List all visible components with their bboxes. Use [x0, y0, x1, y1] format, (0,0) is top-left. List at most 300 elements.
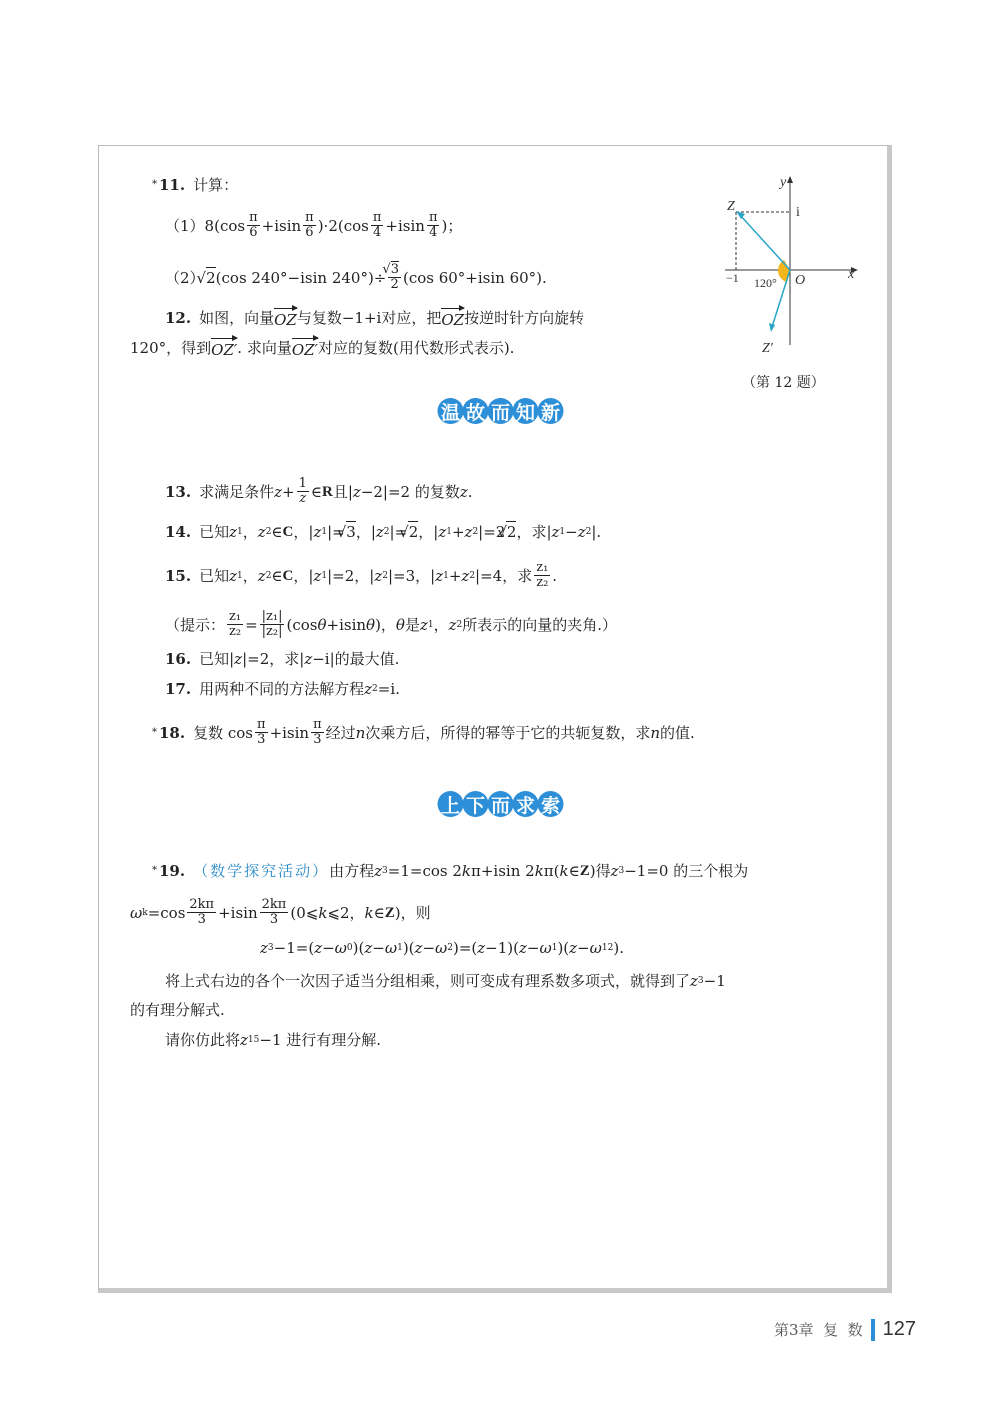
math-variable: z	[314, 939, 323, 957]
text: ，	[242, 522, 258, 541]
numerator	[227, 610, 243, 625]
text: +	[451, 522, 465, 541]
math-variable: z	[229, 566, 238, 585]
square-root: √ 3	[346, 521, 356, 542]
text: （2）	[165, 268, 205, 287]
math-variable: z	[364, 939, 373, 957]
text: +	[448, 566, 462, 585]
text: 复数 cos	[193, 723, 254, 742]
text: (0⩽	[290, 903, 319, 922]
problem-number: 13.	[165, 482, 192, 501]
vector-OZprime-arrow-icon	[769, 323, 775, 332]
text: −	[565, 522, 578, 541]
text: 6	[249, 225, 258, 240]
banner-char: 温	[438, 398, 464, 424]
banner-char: 上	[438, 791, 464, 817]
vector-OZ	[740, 215, 790, 270]
page-footer	[774, 1318, 916, 1341]
text: −i|的最大值.	[312, 650, 400, 668]
math-variable: z	[577, 522, 586, 541]
problem-number: 11.	[159, 176, 186, 194]
text: 120°，得到	[130, 339, 212, 357]
text: )(	[402, 939, 415, 957]
denominator	[429, 226, 437, 240]
superscript: 15	[247, 1035, 260, 1045]
text: 的值.	[660, 723, 695, 742]
text: .	[467, 482, 473, 501]
fraction	[371, 211, 384, 240]
text: ，|	[355, 522, 376, 541]
problem-number: 14.	[165, 522, 192, 541]
superscript: 3	[267, 943, 274, 953]
problem-12-figure	[700, 160, 870, 360]
label-y: y	[780, 175, 787, 190]
text: =1=cos 2	[387, 862, 462, 880]
superscript: 3	[382, 866, 388, 876]
math-variable: ω	[130, 903, 143, 922]
numerator	[303, 211, 316, 226]
banner-char: 而	[488, 791, 514, 817]
text: ，|	[293, 566, 314, 585]
math-variable: k	[559, 862, 569, 880]
problem-17	[165, 679, 400, 699]
problem-11-part2	[165, 263, 547, 292]
numerator	[297, 477, 309, 492]
subscript: 2	[265, 570, 272, 581]
problem-12-line1	[165, 306, 584, 330]
numerator	[260, 898, 289, 913]
text: ∈	[271, 566, 283, 585]
text: 经过	[325, 723, 356, 742]
problem-number: 18.	[159, 723, 186, 742]
numerator	[427, 211, 440, 226]
text: −2|=2 的复数	[360, 482, 460, 501]
subscript: 1	[321, 570, 328, 581]
label-minus1: −1	[726, 271, 739, 285]
text: |z₂|	[261, 624, 283, 639]
text: z₂	[229, 624, 242, 639]
math-variable: z	[435, 566, 444, 585]
text: 4	[429, 225, 438, 240]
text: z₂	[536, 575, 549, 590]
text: |=2	[478, 522, 506, 541]
text: 将上式右边的各个一次因子适当分组相乘，则可变成有理系数多项式，就得到了	[165, 972, 691, 990]
problem-11-title	[152, 175, 238, 195]
text: 3	[197, 912, 206, 927]
text: |=2，求|	[242, 650, 305, 668]
label-Z: Z	[727, 199, 735, 214]
subscript: 1	[237, 570, 243, 581]
text: )(	[557, 939, 570, 957]
subscript: 1	[446, 526, 452, 537]
text: (cos 240°−isin 240°)÷	[215, 268, 387, 287]
denominator	[270, 913, 278, 927]
numerator	[187, 898, 216, 913]
math-variable: ω	[435, 939, 448, 957]
text: π	[305, 210, 314, 225]
numerator	[388, 263, 401, 278]
problem-19-line1	[152, 861, 748, 881]
text: 求满足条件	[199, 482, 275, 501]
subscript: 0	[346, 943, 353, 953]
text: .	[552, 566, 558, 585]
problem-19-line5	[130, 1000, 225, 1020]
math-variable: z	[461, 566, 470, 585]
text: )=(	[452, 939, 478, 957]
subscript: 2	[447, 943, 453, 953]
math-variable: k	[318, 903, 328, 922]
text: 已知|	[199, 650, 235, 668]
vector: OZ	[274, 306, 297, 330]
text: （提示：	[165, 615, 226, 634]
numerator	[255, 718, 268, 733]
math-variable: z	[240, 1031, 248, 1049]
numerator	[371, 211, 384, 226]
vector: OZ′	[211, 336, 237, 360]
denominator	[229, 625, 241, 639]
math-variable: z	[569, 939, 578, 957]
numerator	[534, 561, 550, 576]
fraction	[303, 211, 316, 240]
text: 次乘方后，所得的幂等于它的共轭复数，求	[365, 723, 651, 742]
math-variable: z	[299, 491, 307, 506]
text: =cos	[147, 903, 186, 922]
denominator	[262, 625, 283, 639]
subscript: 1	[237, 526, 243, 537]
text: ∈	[373, 903, 385, 922]
text: ，	[433, 615, 449, 634]
banner-char: 知	[513, 398, 539, 424]
banner-char: 故	[463, 398, 489, 424]
text: ⩽2，	[327, 903, 365, 922]
math-variable: z	[364, 680, 373, 698]
subscript: 2	[456, 619, 463, 630]
chapter-title: 第3章 复 数	[774, 1321, 863, 1339]
denominator	[257, 733, 265, 747]
subscript: 1	[559, 526, 566, 537]
square-root: √ 2	[506, 521, 516, 542]
math-variable: z	[234, 650, 243, 668]
superscript: 2	[607, 943, 614, 953]
text: 2kπ	[189, 897, 215, 912]
problem-16	[165, 649, 399, 669]
text: 如图，向量	[199, 309, 275, 327]
math-variable: θ	[395, 615, 405, 634]
fraction	[227, 610, 243, 639]
text: −	[422, 939, 436, 957]
denominator	[536, 576, 548, 590]
superscript: 3	[697, 976, 704, 986]
banner-char: 新	[538, 398, 564, 424]
math-variable: z	[313, 566, 322, 585]
math-variable: z	[260, 939, 268, 957]
banner-char: 下	[463, 791, 489, 817]
denominator	[373, 226, 381, 240]
math-variable: z	[459, 482, 468, 501]
subscript: 2	[472, 526, 479, 537]
text: 的有理分解式.	[130, 1001, 225, 1019]
text: |z₁|	[261, 609, 283, 624]
text: =i.	[377, 680, 400, 698]
number-set: R	[322, 483, 333, 500]
text: )，	[375, 615, 396, 634]
text: )；	[441, 216, 463, 235]
activity-label: （数学探究活动）	[193, 862, 330, 880]
problem-number: 12.	[165, 309, 192, 327]
math-variable: z	[375, 522, 384, 541]
text: +isin	[385, 216, 425, 235]
text: −	[526, 939, 540, 957]
subscript: 1	[443, 570, 449, 581]
text: −	[372, 939, 385, 957]
text: 2	[390, 277, 399, 292]
text: 是	[404, 615, 420, 634]
denominator	[391, 278, 399, 292]
text: −1	[703, 972, 726, 990]
banner-char: 求	[513, 791, 539, 817]
text: ∈	[310, 482, 322, 501]
fraction	[297, 477, 309, 506]
math-variable: z	[257, 522, 266, 541]
optional-star: *	[152, 179, 157, 190]
fraction	[260, 898, 289, 927]
math-variable: z	[438, 522, 447, 541]
problem-19-line2	[130, 898, 431, 927]
text: 2kπ	[261, 897, 287, 912]
text: |=	[327, 522, 345, 541]
numerator	[311, 718, 324, 733]
square-root: √ 3	[391, 261, 399, 277]
math-variable: z	[419, 615, 428, 634]
text: )·2(cos	[317, 216, 369, 235]
text: 所表示的向量的夹角.）	[462, 615, 618, 634]
text: −	[322, 939, 335, 957]
text: π	[257, 717, 266, 732]
text: −	[577, 939, 590, 957]
banner-review	[438, 398, 563, 424]
text: π	[249, 210, 258, 225]
text: z₁	[536, 560, 549, 575]
text: ，|	[293, 522, 314, 541]
math-variable: z	[551, 522, 560, 541]
number-set: Z	[384, 904, 395, 921]
subscript: 1	[601, 943, 608, 953]
text: 6	[305, 225, 314, 240]
problem-19-equation	[260, 938, 624, 958]
text: 3	[313, 732, 322, 747]
math-variable: ω	[539, 939, 552, 957]
label-angle: 120°	[754, 276, 777, 290]
math-variable: θ	[317, 615, 327, 634]
text: 按逆时针方向旋转	[464, 309, 585, 327]
superscript: 2	[372, 684, 378, 694]
problem-11-part1	[165, 211, 462, 240]
fraction	[311, 718, 324, 747]
text: 3	[269, 912, 279, 927]
number-set: C	[282, 567, 294, 584]
math-variable: z	[374, 862, 383, 880]
fraction	[534, 561, 550, 590]
superscript: 3	[618, 866, 625, 876]
text: −1 进行有理分解.	[259, 1031, 382, 1049]
vector: OZ	[441, 306, 464, 330]
denominator	[305, 226, 313, 240]
fraction	[260, 610, 285, 639]
math-variable: z	[274, 482, 283, 501]
denominator	[198, 913, 206, 927]
text: 1	[298, 476, 307, 491]
problem-19-line4	[165, 971, 726, 991]
subscript: k	[142, 907, 148, 918]
label-Zprime: Z′	[762, 341, 773, 356]
math-variable: z	[313, 522, 322, 541]
text: −1)(	[485, 939, 519, 957]
number-set: C	[282, 523, 294, 540]
label-i: i	[796, 205, 800, 220]
text: −1=0 的三个根为	[624, 862, 749, 880]
subscript: 1	[551, 943, 558, 953]
problem-number: 17.	[165, 680, 192, 698]
text: |=4，求	[475, 566, 533, 585]
text: +	[282, 482, 295, 501]
denominator	[299, 492, 306, 506]
math-variable: z	[229, 522, 238, 541]
text: =	[245, 615, 258, 634]
text: ).	[613, 939, 624, 957]
text: |=3，|	[387, 566, 436, 585]
math-variable: n	[355, 723, 366, 742]
text: )得	[589, 862, 611, 880]
text: ∈	[568, 862, 580, 880]
math-variable: z	[448, 615, 457, 634]
problem-15-hint	[165, 610, 617, 639]
fraction	[255, 718, 268, 747]
fraction	[427, 211, 440, 240]
banner-char: 而	[488, 398, 514, 424]
subscript: 1	[321, 526, 328, 537]
math-variable: n	[650, 723, 661, 742]
text: 计算：	[193, 176, 239, 194]
text: （1）8(cos	[165, 216, 246, 235]
subscript: 1	[397, 943, 403, 953]
text: |=2，|	[327, 566, 375, 585]
subscript: 2	[585, 526, 592, 537]
text: ，	[242, 566, 258, 585]
numerator	[260, 610, 285, 625]
text: 已知	[199, 522, 230, 541]
vector: OZ′	[292, 336, 318, 360]
text: )(	[352, 939, 365, 957]
text: |=	[389, 522, 408, 541]
subscript: 2	[469, 570, 476, 581]
text: (cos	[286, 615, 318, 634]
math-variable: k	[364, 903, 374, 922]
text: +isin	[218, 903, 258, 922]
text: 且|	[332, 482, 353, 501]
math-variable: θ	[366, 615, 376, 634]
optional-star: *	[152, 726, 157, 738]
text: 4	[372, 225, 382, 240]
math-variable: z	[690, 972, 698, 990]
math-variable: ω	[589, 939, 602, 957]
optional-star: *	[152, 865, 157, 876]
label-x: x	[848, 267, 855, 282]
banner-char: 索	[538, 791, 564, 817]
subscript: 2	[265, 526, 272, 537]
math-variable: k	[461, 862, 471, 880]
math-variable: z	[352, 482, 361, 501]
banner-explore	[438, 791, 563, 817]
problem-19-line6	[165, 1030, 381, 1050]
text: |.	[591, 522, 602, 541]
math-variable: z	[464, 522, 473, 541]
problem-14	[165, 521, 601, 542]
square-root: √ 2	[408, 521, 418, 542]
math-variable: z	[519, 939, 527, 957]
math-variable: z	[304, 650, 313, 668]
text: +isin	[269, 723, 310, 742]
math-variable: z	[414, 939, 423, 957]
number-set: Z	[579, 863, 590, 879]
math-variable: ω	[384, 939, 398, 957]
fraction	[247, 211, 260, 240]
denominator	[313, 733, 321, 747]
problem-18	[152, 718, 695, 747]
text: ，求|	[516, 522, 552, 541]
text: π(	[543, 862, 560, 880]
text: −1=(	[273, 939, 315, 957]
text: 用两种不同的方法解方程	[199, 680, 365, 698]
math-variable: z	[374, 566, 383, 585]
text: 请你仿此将	[165, 1031, 241, 1049]
text: )，则	[394, 903, 431, 922]
text: +isin	[326, 615, 367, 634]
text: 对应的复数(用代数形式表示).	[317, 339, 515, 357]
figure-caption: （第 12 题）	[742, 375, 825, 391]
subscript: 1	[427, 619, 434, 630]
math-variable: ω	[334, 939, 347, 957]
text: z₁	[229, 609, 242, 624]
problem-12-line2	[130, 336, 514, 360]
fraction	[388, 263, 401, 292]
numerator	[247, 211, 260, 226]
problem-number: 19.	[159, 862, 186, 880]
math-variable: z	[610, 862, 619, 880]
page-number: 127	[882, 1318, 916, 1340]
square-root: √ 2	[206, 267, 216, 288]
text: 与复数−1+i对应，把	[296, 309, 442, 327]
problem-15	[165, 561, 557, 590]
text: 已知	[199, 566, 230, 585]
text: (cos 60°+isin 60°).	[402, 268, 547, 287]
text: 由方程	[329, 862, 375, 880]
denominator	[249, 226, 257, 240]
y-axis-arrow-icon	[787, 176, 793, 183]
label-O: O	[795, 273, 806, 288]
text: ，|	[418, 522, 439, 541]
subscript: 2	[383, 526, 390, 537]
text: 3	[257, 732, 266, 747]
text: π+isin 2	[471, 862, 535, 880]
text: +isin	[261, 216, 302, 235]
problem-13	[165, 477, 473, 506]
text: . 求向量	[237, 339, 292, 357]
fraction	[187, 898, 216, 927]
problem-number: 16.	[165, 650, 192, 668]
footer-divider	[871, 1319, 875, 1341]
math-variable: k	[534, 862, 544, 880]
math-variable: z	[257, 566, 266, 585]
